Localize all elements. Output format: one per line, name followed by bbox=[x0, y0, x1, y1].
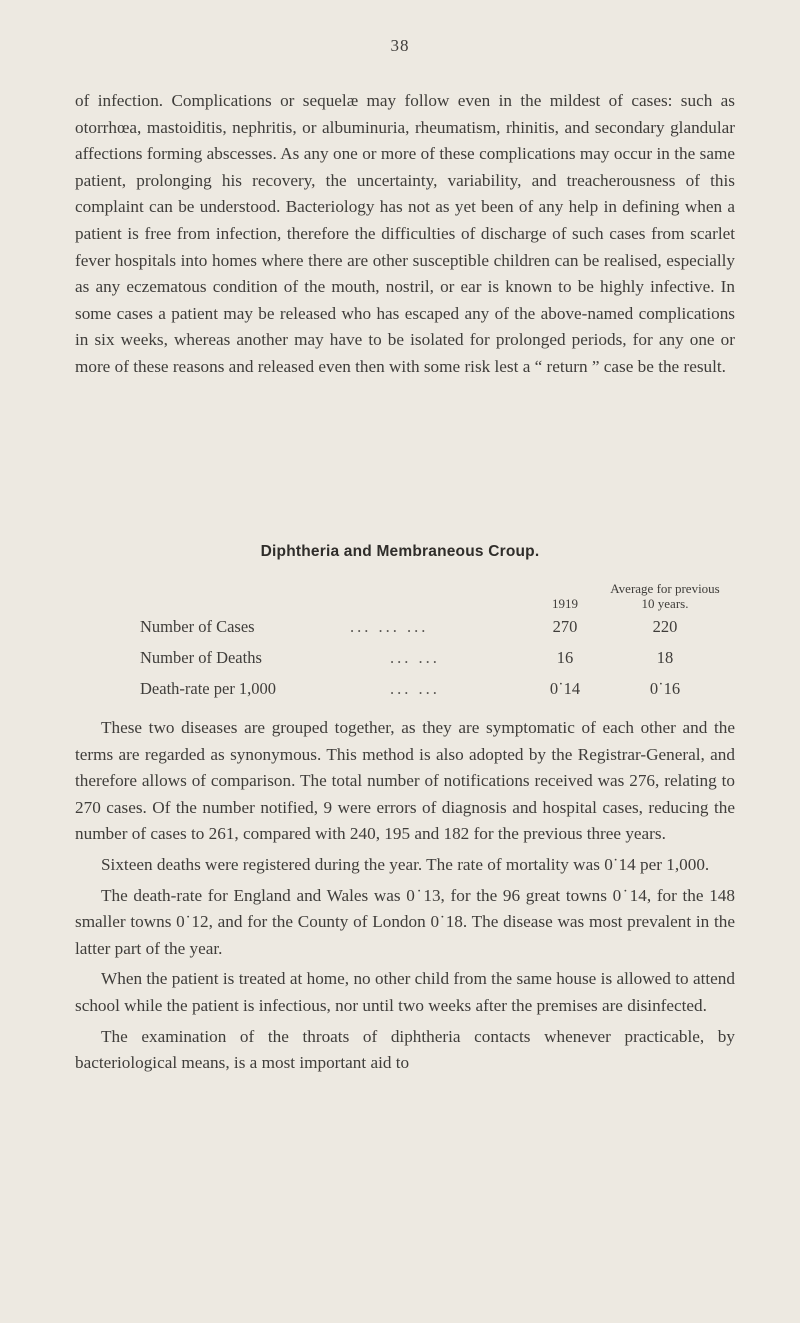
section-heading: Diphtheria and Membraneous Croup. bbox=[260, 543, 540, 560]
row-label: Death-rate per 1,000 bbox=[140, 678, 277, 698]
column-header-average: Average for previous 10 years. bbox=[610, 581, 720, 611]
paragraph: The examination of the throats of diphtheria contacts whenever practicable, by bacteriological means, is a most important aid to bbox=[75, 1026, 735, 1073]
paragraph: The death-rate for England and Wales was 0˙13, for the 96 great towns 0˙14, for the 148 smaller towns 0˙12, and for the County of London 0˙18. The disease was most prevalent in the latter part of the year. bbox=[75, 885, 735, 958]
row-label: Number of Cases bbox=[140, 616, 255, 636]
paragraph-continued: of infection. Complications or sequelæ may follow even in the mildest of cases: such as otorrhœa, mastoiditis, nephritis, or albuminuria, rheumatism, rhinitis, and secondary glandular affections forming abscesses. As any one or more of these complications may occur in the same patient, prolonging his recovery, the uncertainty, variability, and treacherousness of this complaint can be understood. Bacteriology has not as yet been of any help in defining when a patient is free from infection, therefore the difficulties of discharge of such cases from scarlet fever hospitals into homes where there are other susceptible children can be realised, especially as any eczematous condition of the mouth, nostril, or ear is known to be highly infective. In some cases a patient may be released who has escaped any of the above-named complications in six weeks, whereas another may have to be isolated for prolonged periods, for any one or more of these reasons and released even then with some risk lest a “ return ” case be the result. bbox=[75, 91, 735, 376]
text-block-top bbox=[75, 88, 735, 381]
row-label: Number of Deaths bbox=[140, 647, 262, 667]
leader-dots: ... ... bbox=[390, 647, 440, 667]
statistics-table bbox=[140, 582, 720, 704]
text-block-bottom bbox=[75, 715, 735, 1077]
leader-dots: ... ... ... bbox=[350, 616, 429, 636]
paragraph: Sixteen deaths were registered during the year. The rate of mortality was 0˙14 per 1,000. bbox=[101, 854, 710, 874]
value-average: 0˙16 bbox=[649, 678, 681, 698]
paragraph: When the patient is treated at home, no other child from the same house is allowed to attend school while the patient is infectious, nor until two weeks after the premises are disinfected. bbox=[75, 969, 735, 1015]
paragraph: These two diseases are grouped together, as they are symptomatic of each other and the terms are regarded as synonymous. This method is also adopted by the Registrar-General, and therefore allows of comparison. The total number of notifications received was 276, relating to 270 cases. Of the number notified, 9 were errors of diagnosis and hospital cases, reducing the number of cases to 261, compared with 240, 195 and 182 for the previous three years. bbox=[75, 718, 735, 844]
value-average: 220 bbox=[652, 616, 678, 636]
value-1919: 16 bbox=[556, 647, 574, 667]
leader-dots: ... ... bbox=[390, 678, 440, 698]
page-number: 38 bbox=[390, 36, 410, 55]
table-row bbox=[140, 642, 720, 673]
table-row bbox=[140, 673, 720, 704]
value-average: 18 bbox=[656, 647, 674, 667]
table-row bbox=[140, 611, 720, 642]
value-1919: 0˙14 bbox=[549, 678, 581, 698]
value-1919: 270 bbox=[552, 616, 578, 636]
table-header-row bbox=[140, 582, 720, 611]
column-header-1919: 1919 bbox=[552, 595, 578, 611]
